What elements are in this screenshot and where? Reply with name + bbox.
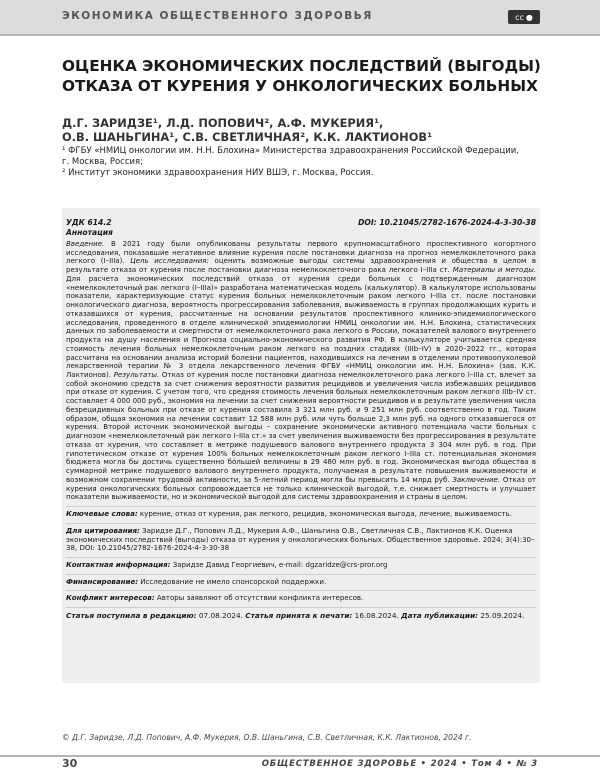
conflict-label: Конфликт интересов: <box>66 593 155 603</box>
contact-text[interactable]: Заридзе Давид Георгиевич, e-mail: dgzaridze@crs-pror.org <box>170 559 388 569</box>
udk-code: УДК 614.2 <box>66 218 112 227</box>
abstract-text <box>66 240 536 502</box>
citation-text: Заридзе Д.Г., Попович Л.Д., Мукерия А.Ф., Шаньгина О.В., Светличная С.В., Лактионов К.К. Оценка экономических последствий (выгоды) отказа от курения у онкологических больных. Общественное здоровье. 2024; 3(4):30–38, DOI: 10.21045/2782-1676-2024-4-3-30-38 <box>66 525 535 553</box>
authors-line: О.В. ШАНЬГИНА¹, С.В. СВЕТЛИЧНАЯ², К.К. ЛАКТИОНОВ¹ <box>62 130 433 144</box>
affiliations <box>62 146 542 179</box>
conflict-of-interest <box>66 590 536 603</box>
annotation-label: Аннотация <box>66 228 113 237</box>
person-icon: ● <box>525 12 533 22</box>
publication-dates <box>66 607 536 620</box>
contact-label: Контактная информация: <box>66 559 171 569</box>
affiliation-line: г. Москва, Россия; <box>62 157 144 167</box>
received-date: 07.08.2024. <box>196 611 243 621</box>
intro-label: Введение. <box>66 239 105 248</box>
funding <box>66 574 536 587</box>
cc-label: cc <box>515 12 524 22</box>
conflict-text: Авторы заявляют об отсутствии конфликта интересов. <box>154 593 364 603</box>
accepted-label: Статья принята к печати: <box>245 611 353 621</box>
keywords <box>66 506 536 519</box>
citation <box>66 523 536 553</box>
funding-text: Исследование не имело спонсорской поддержки. <box>138 576 327 586</box>
contact-info <box>66 557 536 570</box>
cc-by-icon <box>508 10 540 24</box>
conclusion-text: Отказ от курения онкологических больных сопровождается не только клинической выгодой, т.е. снижает смертность и улучшает показатели выживаемости, но и экономической выгодой для системы здравоохранения и страны в целом. <box>66 474 536 502</box>
copyright-notice: © Д.Г. Заридзе, Л.Д. Попович, А.Ф. Мукерия, О.В. Шаньгина, С.В. Светличная, К.К. Лактионов, 2024 г. <box>62 733 472 742</box>
keywords-text: курение, отказ от курения, рак легкого, рецидив, экономическая выгода, лечение, выживаемость. <box>137 509 512 519</box>
results-label: Результаты. <box>113 370 160 380</box>
page-number: 30 <box>62 757 78 770</box>
published-date: 25.09.2024. <box>478 611 525 621</box>
results-text: Отказ от курения после постановки диагноза немелкоклеточного рака легкого I–IIIa ст. влечет за собой экономию средств за счет снижения вероятности развития рецидивов и увеличения числа избежавших рецидивов при отказе от курения. С учетом того, что средняя стоимость лечения больных немелкоклеточным раком легкого IIIb–IV ст. составляет 4 000 000 руб., экономия на лечении за счет снижения вероятности рецидивов и в результате увеличения числа безрецидивных больных при отказе от курения составила 3 321 млн руб. и 9 251 млн руб. соответственно в год. Таким образом, общая экономия на лечении составит 12 588 млн руб. или чуть больше 2,3 млн руб. на одного отказавшегося от курения. Второй источник экономической выгоды – сохранение экономически активного потенциала части больных с диагнозом «немелкоклеточный рак легкого I–IIIa ст.» за счет увеличения выживаемости без прогрессирования в результате отказа от курения, что составляет в метрике подушевого валового внутреннего продукта 3 304 млн руб. в год. При гипотетическом отказе от курения 100% больных немелкоклеточным раком легкого I–IIIa ст. потенциальная экономия бюджета могла бы достичь существенно бóльшей величины в 29 480 млн руб. в год. Экономическая выгода общества в суммарной метрике подушевого валового внутреннего продукта, получаемая в результате повышения выживаемости и возможном сохранении трудовой активности, за 5-летний период могла бы превысить 14 млрд руб. <box>66 370 536 484</box>
accepted-date: 16.08.2024. <box>352 611 399 621</box>
intro-text: В 2021 году были опубликованы результаты первого крупномасштабного проспективного когортного исследования, показавшие негативное влияние курения после постановки диагноза на прогноз немелкоклеточного рака легкого (I–IIIa). <box>66 239 536 266</box>
doi-link[interactable]: DOI: 10.21045/2782-1676-2024-4-3-30-38 <box>358 218 536 227</box>
journal-footer: ОБЩЕСТВЕННОЕ ЗДОРОВЬЕ • 2024 • Том 4 • № 3 <box>261 759 538 769</box>
journal-section: ЭКОНОМИКА ОБЩЕСТВЕННОГО ЗДОРОВЬЯ <box>62 10 373 22</box>
affiliation-line: ¹ ФГБУ «НМИЦ онкологии им. Н.Н. Блохина» Министерства здравоохранения Российской Федерации, <box>62 146 519 156</box>
methods-text: Для расчета экономических последствий отказа от курения среди больных с подтвержденным диагнозом «немелкоклеточный рак легкого (I–IIIa)» разработана математическая модель (калькулятор). В калькуляторе использованы показатели, характеризующие статус курения больных немелкоклеточным раком легкого I–IIIa ст. после постановки онкологического диагноза, вероятность прогрессирования заболевания, выживаемость в группах продолжающих курить и отказавшихся от курения, рассчитанные на основании результатов проспективного клинико-эпидемиологического исследования, проведенного в отделе клинической эпидемиологии НМИЦ онкологии им. Н.Н. Блохина, статистических данных по заболеваемости и смертности от немелкоклеточного рака легкого в России, показателей валового внутреннего продукта на душу населения и Прогноза социально-экономического развития РФ. В калькуляторе учитывается средняя стоимость лечения больных немелкоклеточным раком легкого на поздних стадиях (IIIb–IV) в 2020–2022 гг., которая рассчитана на основании анализа историй болезни пациентов, находившихся на лечении в отделении противоопухолевой лекарственной терапии № 3 отдела лекарственного лечения ФГБУ «НМИЦ онкологии им. Н.Н. Блохина» (зав. К.К. Лактионов). <box>66 273 536 380</box>
published-label: Дата публикации: <box>401 611 479 621</box>
conclusion-label: Заключение. <box>452 474 501 484</box>
authors-line: Д.Г. ЗАРИДЗЕ¹, Л.Д. ПОПОВИЧ², А.Ф. МУКЕРИЯ¹, <box>62 116 384 130</box>
goal-label: Цель исследования: <box>130 256 209 266</box>
received-label: Статья поступила в редакцию: <box>66 611 197 621</box>
authors <box>62 116 542 144</box>
citation-label: Для цитирования: <box>66 525 140 535</box>
methods-label: Материалы и методы. <box>452 265 536 275</box>
goal-text: оценить возможные выгоды системы здравоохранения и общества в целом в результате отказа от курения после постановки диагноза немелкоклеточного рака легкого I–IIIa ст. <box>66 256 537 275</box>
funding-label: Финансирование: <box>66 576 139 586</box>
meta-row <box>66 218 536 228</box>
keywords-label: Ключевые слова: <box>66 509 138 519</box>
abstract-box <box>62 208 540 683</box>
affiliation-line: ² Институт экономики здравоохранения НИУ ВШЭ, г. Москва, Россия. <box>62 168 374 178</box>
article-title: ОЦЕНКА ЭКОНОМИЧЕСКИХ ПОСЛЕДСТВИЙ (ВЫГОДЫ) ОТКАЗА ОТ КУРЕНИЯ У ОНКОЛОГИЧЕСКИХ БОЛЬНЫХ <box>62 57 541 95</box>
